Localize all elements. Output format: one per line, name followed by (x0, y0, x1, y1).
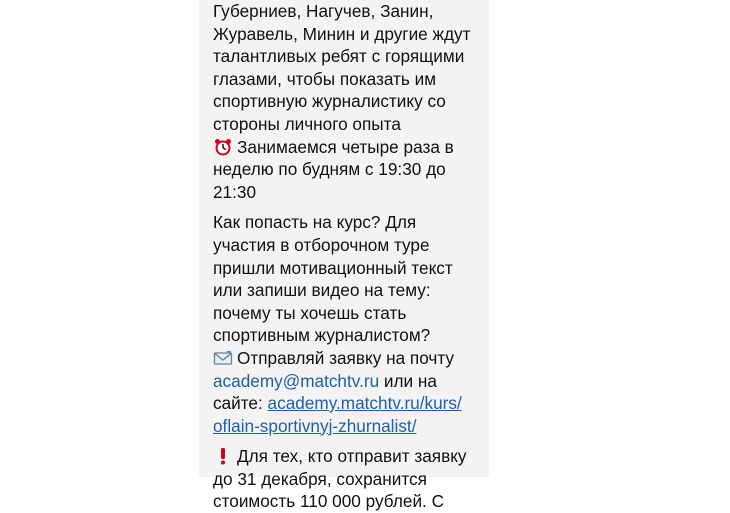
message-line: стоимость 110 000 рублей. С (213, 491, 445, 512)
site-line-2 (213, 415, 493, 438)
message-line: участия в отборочном туре (213, 234, 430, 255)
apply-line (213, 347, 493, 370)
email-line (213, 370, 493, 393)
apply-text: Отправляй заявку на почту (237, 347, 455, 368)
message-line: 21:30 (213, 181, 257, 202)
message-line: Губерниев, Нагучев, Занин, (213, 1, 434, 21)
message-text (213, 0, 493, 513)
deadline-line (213, 445, 493, 468)
site-link-part2[interactable]: oflain-sportivnyj-zhurnalist/ (213, 415, 417, 436)
message-line: глазами, чтобы показать им (213, 68, 437, 89)
site-link-part1[interactable]: academy.matchtv.ru/kurs/ (267, 393, 462, 414)
message-line: пришли мотивационный текст (213, 257, 453, 278)
schedule-line (213, 136, 493, 159)
message-line: спортивную журналистику со (213, 91, 446, 112)
message-line: до 31 декабря, сохранится (213, 468, 427, 489)
message-line: Журавель, Минин и другие ждут (213, 23, 471, 44)
envelope-icon (213, 349, 233, 367)
email-link[interactable]: academy@matchtv.ru (213, 370, 380, 391)
schedule-text: Занимаемся четыре раза в (237, 136, 454, 157)
exclamation-icon (213, 447, 233, 465)
message-line: спортивным журналистом? (213, 325, 431, 346)
message-line: Как попасть на курс? Для (213, 212, 417, 233)
site-line (213, 392, 493, 415)
site-prefix: сайте: (213, 393, 268, 414)
message-line: почему ты хочешь стать (213, 302, 407, 323)
message-line: или запиши видео на тему: (213, 280, 431, 301)
message-line: стороны личного опыта (213, 113, 401, 134)
or-text: или на (379, 370, 437, 391)
message-line: талантливых ребят с горящими (213, 46, 465, 67)
deadline-text: Для тех, кто отправит заявку (237, 446, 467, 467)
message-line: неделю по будням с 19:30 до (213, 159, 446, 180)
alarm-clock-icon (213, 138, 233, 156)
